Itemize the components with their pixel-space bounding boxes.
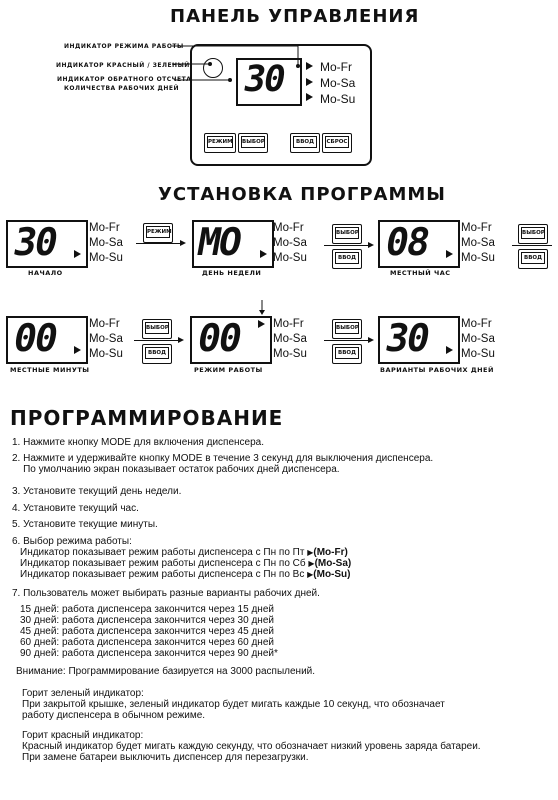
mode-label: Mo-Fr xyxy=(320,60,352,74)
countdown-label-line2: КОЛИЧЕСТВА РАБОЧИХ ДНЕЙ xyxy=(64,85,180,92)
enter-button-label: ВВОД xyxy=(521,252,545,264)
mode-label: Mo-Sa xyxy=(273,237,307,249)
instruction-6: 6. Выбор режима работы: xyxy=(12,536,132,547)
mode-indicator-label: ИНДИКАТОР РЕЖИМА РАБОТЫ xyxy=(64,43,184,50)
red-green-indicator-label: ИНДИКАТОР КРАСНЫЙ / ЗЕЛЕНЫЙ xyxy=(56,62,190,69)
instruction-2-note: По умолчанию экран показывает остаток рабочих дней диспенсера. xyxy=(12,464,340,475)
setup-mode-list xyxy=(273,221,307,266)
setup-lcd-digits: 30 xyxy=(10,220,60,264)
setup-enter-button[interactable] xyxy=(332,344,362,364)
mode-button-label: РЕЖИМ xyxy=(146,226,170,238)
instruction-1: 1. Нажмите кнопку MODE для включения диспенсера. xyxy=(12,437,265,448)
step-caption-weekday: ДЕНЬ НЕДЕЛИ xyxy=(202,269,262,277)
attention-note: Внимание: Программирование базируется на 3000 распылений. xyxy=(16,666,316,677)
step-caption-hour: МЕСТНЫЙ ЧАС xyxy=(390,269,451,277)
step-caption-day-variants: ВАРИАНТЫ РАБОЧИХ ДНЕЙ xyxy=(380,366,494,374)
mode-label: Mo-Su xyxy=(320,92,356,106)
red-indicator-title: Горит красный индикатор: xyxy=(22,730,144,741)
select-button-label: ВЫБОР xyxy=(241,136,265,148)
mode-label: Mo-Sa xyxy=(461,333,495,345)
instruction-4: 4. Установите текущий час. xyxy=(12,503,139,514)
select-button-label: ВЫБОР xyxy=(145,322,169,334)
mode-line-code: (Mo-Fr) xyxy=(313,547,348,558)
instruction-7: 7. Пользователь может выбирать разные варианты рабочих дней. xyxy=(12,588,320,599)
enter-button-label: ВВОД xyxy=(293,136,317,148)
mode-label: Mo-Fr xyxy=(89,318,120,330)
setup-mode-list xyxy=(273,317,307,362)
flow-arrow xyxy=(136,243,180,244)
mode-label: Mo-Su xyxy=(273,252,307,264)
step-caption-minutes: МЕСТНЫЕ МИНУТЫ xyxy=(10,366,90,374)
setup-mode-list xyxy=(461,221,495,266)
right-triangle-icon: ▶ xyxy=(307,548,314,557)
setup-lcd-digits: 00 xyxy=(194,316,244,360)
mode-label: Mo-Sa xyxy=(89,237,123,249)
mode-pointer-icon xyxy=(74,250,81,258)
panel-title: ПАНЕЛЬ УПРАВЛЕНИЯ xyxy=(170,6,420,27)
step-caption-work-mode: РЕЖИМ РАБОТЫ xyxy=(194,366,263,374)
setup-mode-list xyxy=(89,221,123,266)
mode-pointer-icon xyxy=(260,250,267,258)
mode-line-code: (Mo-Su) xyxy=(313,569,351,580)
setup-mode-button[interactable] xyxy=(143,223,173,243)
mode-label: Mo-Fr xyxy=(273,318,304,330)
setup-lcd-digits: 08 xyxy=(382,220,432,264)
setup-title: УСТАНОВКА ПРОГРАММЫ xyxy=(158,184,446,205)
select-button-label: ВЫБОР xyxy=(335,227,359,239)
mode-pointer-icon xyxy=(446,250,453,258)
right-triangle-icon: ▶ xyxy=(308,559,315,568)
green-indicator-title: Горит зеленый индикатор: xyxy=(22,688,144,699)
flow-arrow xyxy=(512,245,552,246)
day-variant: 90 дней: работа диспенсера закончится через 90 дней* xyxy=(20,648,278,659)
mode-pointer-icon xyxy=(446,346,453,354)
setup-lcd-digits: MO xyxy=(194,220,244,264)
green-indicator-line: работу диспенсера в обычном режиме. xyxy=(22,710,206,721)
enter-button-label: ВВОД xyxy=(335,252,359,264)
mode-label: Mo-Su xyxy=(89,252,123,264)
mode-label: Mo-Su xyxy=(461,252,495,264)
reset-button-label: СБРОС xyxy=(325,136,349,148)
setup-enter-button[interactable] xyxy=(518,249,548,269)
green-indicator-line: При закрытой крышке, зеленый индикатор будет мигать каждые 10 секунд, что обозначает xyxy=(22,699,445,710)
mode-pointer-icon xyxy=(258,320,265,328)
mode-line-text: Индикатор показывает режим работы диспенсера с Пн по Пт xyxy=(20,547,305,558)
mode-label: Mo-Su xyxy=(273,348,307,360)
flow-arrowhead-icon xyxy=(178,337,184,343)
flow-arrow xyxy=(324,245,368,246)
flow-arrow xyxy=(324,340,368,341)
flow-arrowhead-icon xyxy=(368,337,374,343)
setup-enter-button[interactable] xyxy=(332,249,362,269)
setup-select-button[interactable] xyxy=(142,319,172,339)
setup-lcd-digits: 30 xyxy=(382,316,432,360)
flow-arrow xyxy=(134,340,178,341)
setup-enter-button[interactable] xyxy=(142,344,172,364)
setup-select-button[interactable] xyxy=(332,224,362,244)
flow-arrowhead-icon xyxy=(368,242,374,248)
mode-line-text: Индикатор показывает режим работы диспенсера с Пн по Вс xyxy=(20,569,305,580)
mode-line-fr xyxy=(20,547,348,559)
down-arrow-icon xyxy=(256,300,268,316)
setup-mode-list xyxy=(89,317,123,362)
day-variant: 15 дней: работа диспенсера закончится через 15 дней xyxy=(20,604,274,615)
mode-label: Mo-Fr xyxy=(461,222,492,234)
enter-button-label: ВВОД xyxy=(335,347,359,359)
select-button-label: ВЫБОР xyxy=(521,227,545,239)
mode-label: Mo-Fr xyxy=(89,222,120,234)
setup-select-button[interactable] xyxy=(518,224,548,244)
panel-leader-lines xyxy=(0,0,558,170)
instruction-2: 2. Нажмите и удерживайте кнопку MODE в течение 3 секунд для выключения диспенсера. xyxy=(12,453,434,464)
mode-label: Mo-Su xyxy=(461,348,495,360)
mode-button-label: РЕЖИМ xyxy=(207,136,233,148)
instruction-3: 3. Установите текущий день недели. xyxy=(12,486,182,497)
setup-select-button[interactable] xyxy=(332,319,362,339)
step-caption-start: НАЧАЛО xyxy=(28,269,63,277)
select-button-label: ВЫБОР xyxy=(335,322,359,334)
mode-label: Mo-Su xyxy=(89,348,123,360)
mode-label: Mo-Sa xyxy=(89,333,123,345)
right-triangle-icon: ▶ xyxy=(307,570,314,579)
red-indicator-line: При замене батареи выключить диспенсер для перезагрузки. xyxy=(22,752,309,763)
enter-button-label: ВВОД xyxy=(145,347,169,359)
mode-pointer-icon xyxy=(74,346,81,354)
instruction-5: 5. Установите текущие минуты. xyxy=(12,519,158,530)
mode-label: Mo-Fr xyxy=(273,222,304,234)
mode-line-su xyxy=(20,569,351,581)
mode-line-code: (Mo-Sa) xyxy=(314,558,352,569)
panel-lcd-digits: 30 xyxy=(240,59,288,100)
countdown-label-line1: ИНДИКАТОР ОБРАТНОГО ОТСЧЕТА xyxy=(57,76,192,83)
red-indicator-line: Красный индикатор будет мигать каждую секунду, что обозначает низкий уровень заряда батареи. xyxy=(22,741,481,752)
day-variant: 30 дней: работа диспенсера закончится через 30 дней xyxy=(20,615,274,626)
setup-mode-list xyxy=(461,317,495,362)
mode-label: Mo-Sa xyxy=(461,237,495,249)
mode-line-sa xyxy=(20,558,351,570)
mode-line-text: Индикатор показывает режим работы диспенсера с Пн по Сб xyxy=(20,558,306,569)
day-variant: 45 дней: работа диспенсера закончится через 45 дней xyxy=(20,626,274,637)
setup-lcd-digits: 00 xyxy=(10,316,60,360)
flow-arrowhead-icon xyxy=(180,240,186,246)
day-variant: 60 дней: работа диспенсера закончится через 60 дней xyxy=(20,637,274,648)
mode-label: Mo-Sa xyxy=(320,76,356,90)
mode-label: Mo-Sa xyxy=(273,333,307,345)
mode-label: Mo-Fr xyxy=(461,318,492,330)
programming-title: ПРОГРАММИРОВАНИЕ xyxy=(10,406,284,430)
